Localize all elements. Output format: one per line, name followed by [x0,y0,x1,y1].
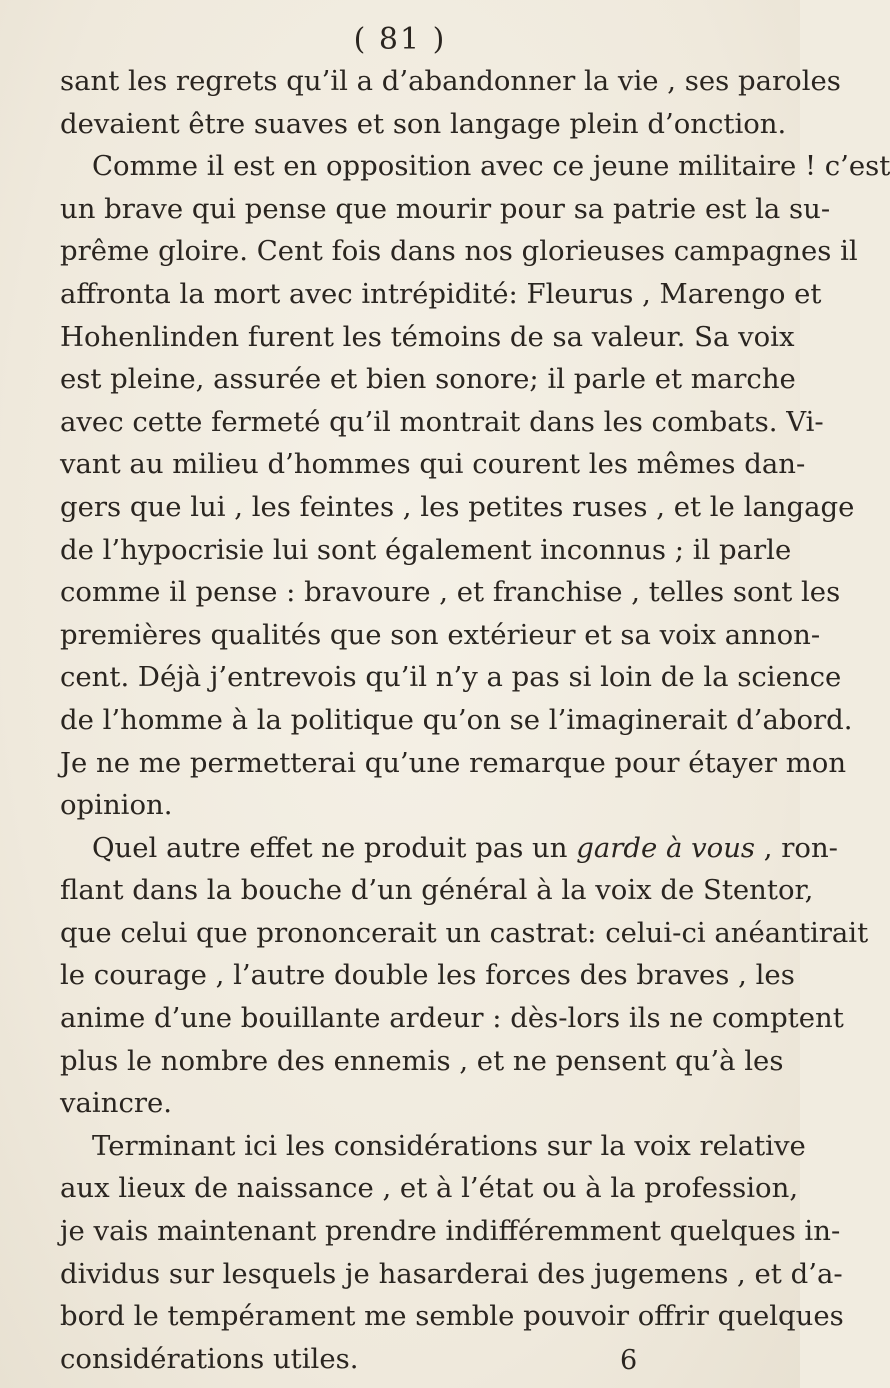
page-number-header: ( 81 ) [353,22,447,57]
text-line: bord le tempérament me semble pouvoir offrir quelques [60,1300,844,1333]
text-line: plus le nombre des ennemis , et ne pensent qu’à les [60,1044,784,1077]
text-line: cent. Déjà j’entrevois qu’il n’y a pas si loin de la science [60,661,842,694]
text-line: Comme il est en opposition avec ce jeune militaire ! c’est [92,150,890,183]
text-line: sant les regrets qu’il a d’abandonner la vie , ses paroles [60,65,841,97]
text-line: dividus sur lesquels je hasarderai des jugemens , et d’a- [60,1257,843,1290]
text-line: Terminant ici les considérations sur la voix relative [92,1129,806,1162]
text-line [60,827,838,870]
text-line: anime d’une bouillante ardeur : dès-lors ils ne comptent [60,1002,844,1035]
text-segment: , ron- [755,831,838,864]
text-line: opinion. [60,789,173,822]
text-line: je vais maintenant prendre indifféremment quelques in- [60,1215,841,1248]
italic-phrase: garde à vous [576,831,756,864]
text-line: de l’hypocrisie lui sont également inconnus ; il parle [60,533,792,566]
text-line: comme il pense : bravoure , et franchise , telles sont les [60,576,841,609]
text-line: avec cette fermeté qu’il montrait dans les combats. Vi- [60,405,824,438]
text-line: aux lieux de naissance , et à l’état ou à la profession, [60,1172,799,1205]
text-segment: Quel autre effet ne produit pas un [92,831,577,864]
text-line: de l’homme à la politique qu’on se l’imaginerait d’abord. [60,703,853,736]
text-line: un brave qui pense que mourir pour sa patrie est la su- [60,192,831,225]
text-line: considérations utiles. [60,1342,359,1375]
text-line: premières qualités que son extérieur et sa voix annon- [60,618,821,651]
text-line: gers que lui , les feintes , les petites ruses , et le langage [60,490,855,523]
text-line: Je ne me permetterai qu’une remarque pour étayer mon [60,746,847,779]
text-line: affronta la mort avec intrépidité: Fleurus , Marengo et [60,277,822,310]
text-line: est pleine, assurée et bien sonore; il parle et marche [60,363,796,396]
text-line: Hohenlinden furent les témoins de sa valeur. Sa voix [60,320,795,353]
text-line: le courage , l’autre double les forces des braves , les [60,959,795,992]
text-line: devaient être suaves et son langage plein d’onction. [60,107,787,140]
text-line: vant au milieu d’hommes qui courent les mêmes dan- [60,448,806,481]
text-line: que celui que prononcerait un castrat: celui-ci anéantirait [60,916,869,949]
text-line: prême gloire. Cent fois dans nos glorieuses campagnes il [60,235,858,268]
text-line: vaincre. [60,1087,173,1120]
text-line: flant dans la bouche d’un général à la voix de Stentor, [60,874,814,907]
body-text [60,60,890,1380]
signature-mark: 6 [620,1345,638,1376]
